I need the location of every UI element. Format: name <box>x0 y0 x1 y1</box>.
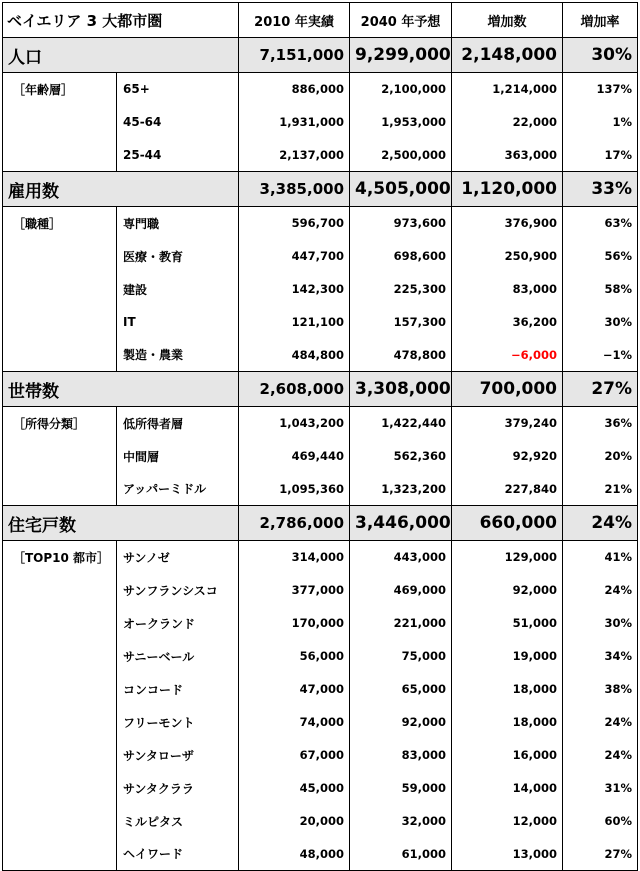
category-name: 住宅戸数 <box>3 506 239 541</box>
header-row <box>3 3 638 38</box>
row-increase: 22,000 <box>452 106 563 139</box>
row-rate: 1% <box>563 106 638 139</box>
group-label <box>3 739 117 772</box>
group-label <box>3 440 117 473</box>
group-label: ［職種］ <box>3 207 117 240</box>
row-2040: 221,000 <box>350 607 452 640</box>
data-table-container <box>2 2 637 871</box>
row-increase: 379,240 <box>452 407 563 440</box>
row-label: 中間層 <box>117 440 239 473</box>
row-2010: 447,700 <box>239 240 350 273</box>
row-2010: 170,000 <box>239 607 350 640</box>
category-rate: 33% <box>563 172 638 207</box>
row-increase: 51,000 <box>452 607 563 640</box>
row-rate: 41% <box>563 541 638 574</box>
group-label <box>3 106 117 139</box>
table-row <box>3 473 638 506</box>
table-row <box>3 207 638 240</box>
row-2010: 314,000 <box>239 541 350 574</box>
row-2040: 75,000 <box>350 640 452 673</box>
category-name: 人口 <box>3 38 239 73</box>
group-label: ［TOP10 都市］ <box>3 541 117 574</box>
row-increase: 363,000 <box>452 139 563 172</box>
row-label: ヘイワード <box>117 838 239 871</box>
row-2040: 1,422,440 <box>350 407 452 440</box>
row-increase: 250,900 <box>452 240 563 273</box>
row-label: 25-44 <box>117 139 239 172</box>
row-rate: 27% <box>563 838 638 871</box>
row-2010: 886,000 <box>239 73 350 106</box>
group-label: ［所得分類］ <box>3 407 117 440</box>
row-rate: 36% <box>563 407 638 440</box>
row-increase: 18,000 <box>452 673 563 706</box>
category-name: 世帯数 <box>3 372 239 407</box>
row-increase: 376,900 <box>452 207 563 240</box>
group-label <box>3 607 117 640</box>
row-2040: 443,000 <box>350 541 452 574</box>
table-body <box>3 38 638 871</box>
row-rate: 17% <box>563 139 638 172</box>
group-label <box>3 240 117 273</box>
row-2040: 698,600 <box>350 240 452 273</box>
row-increase: 12,000 <box>452 805 563 838</box>
table-row <box>3 607 638 640</box>
row-increase: 16,000 <box>452 739 563 772</box>
category-rate: 30% <box>563 38 638 73</box>
table-row <box>3 306 638 339</box>
category-increase: 700,000 <box>452 372 563 407</box>
row-2010: 596,700 <box>239 207 350 240</box>
row-rate: 137% <box>563 73 638 106</box>
row-label: フリーモント <box>117 706 239 739</box>
category-row <box>3 38 638 73</box>
row-2010: 1,931,000 <box>239 106 350 139</box>
category-2010: 7,151,000 <box>239 38 350 73</box>
group-label <box>3 640 117 673</box>
group-label <box>3 473 117 506</box>
group-label <box>3 306 117 339</box>
row-2010: 142,300 <box>239 273 350 306</box>
row-2010: 56,000 <box>239 640 350 673</box>
row-increase: 83,000 <box>452 273 563 306</box>
row-rate: 60% <box>563 805 638 838</box>
category-2010: 2,608,000 <box>239 372 350 407</box>
row-rate: 21% <box>563 473 638 506</box>
group-label <box>3 838 117 871</box>
row-2010: 67,000 <box>239 739 350 772</box>
row-rate: 63% <box>563 207 638 240</box>
row-2010: 1,043,200 <box>239 407 350 440</box>
table-row <box>3 739 638 772</box>
row-2010: 377,000 <box>239 574 350 607</box>
table-row <box>3 73 638 106</box>
row-label: 医療・教育 <box>117 240 239 273</box>
table-row <box>3 640 638 673</box>
row-2040: 157,300 <box>350 306 452 339</box>
category-2040: 3,308,000 <box>350 372 452 407</box>
group-label <box>3 139 117 172</box>
row-label: サニーベール <box>117 640 239 673</box>
group-label <box>3 273 117 306</box>
row-2010: 484,800 <box>239 339 350 372</box>
category-row <box>3 372 638 407</box>
group-label <box>3 772 117 805</box>
row-2010: 45,000 <box>239 772 350 805</box>
row-label: 専門職 <box>117 207 239 240</box>
col-header-2010: 2010 年実績 <box>239 3 350 38</box>
table-row <box>3 440 638 473</box>
row-label: サンノゼ <box>117 541 239 574</box>
row-increase: 92,000 <box>452 574 563 607</box>
row-2040: 2,500,000 <box>350 139 452 172</box>
group-label: ［年齢層］ <box>3 73 117 106</box>
table-row <box>3 541 638 574</box>
row-2010: 121,100 <box>239 306 350 339</box>
row-2040: 478,800 <box>350 339 452 372</box>
row-2010: 74,000 <box>239 706 350 739</box>
row-2040: 32,000 <box>350 805 452 838</box>
table-row <box>3 706 638 739</box>
row-2040: 469,000 <box>350 574 452 607</box>
row-increase: 1,214,000 <box>452 73 563 106</box>
row-rate: 56% <box>563 240 638 273</box>
row-label: サンタローザ <box>117 739 239 772</box>
row-increase: 14,000 <box>452 772 563 805</box>
row-increase: 19,000 <box>452 640 563 673</box>
table-row <box>3 139 638 172</box>
group-label <box>3 673 117 706</box>
group-label <box>3 706 117 739</box>
category-rate: 24% <box>563 506 638 541</box>
row-2010: 469,440 <box>239 440 350 473</box>
row-label: IT <box>117 306 239 339</box>
table-title: ベイエリア 3 大都市圏 <box>3 3 239 38</box>
row-increase: 227,840 <box>452 473 563 506</box>
row-rate: −1% <box>563 339 638 372</box>
row-2040: 973,600 <box>350 207 452 240</box>
group-label <box>3 339 117 372</box>
row-increase: 18,000 <box>452 706 563 739</box>
category-increase: 1,120,000 <box>452 172 563 207</box>
row-2010: 47,000 <box>239 673 350 706</box>
category-increase: 660,000 <box>452 506 563 541</box>
table-row <box>3 574 638 607</box>
row-label: ミルピタス <box>117 805 239 838</box>
col-header-rate: 増加率 <box>563 3 638 38</box>
row-rate: 24% <box>563 574 638 607</box>
group-label <box>3 574 117 607</box>
table-row <box>3 106 638 139</box>
group-label <box>3 805 117 838</box>
row-rate: 31% <box>563 772 638 805</box>
col-header-2040: 2040 年予想 <box>350 3 452 38</box>
row-2040: 61,000 <box>350 838 452 871</box>
table-row <box>3 240 638 273</box>
table-row <box>3 407 638 440</box>
row-rate: 24% <box>563 739 638 772</box>
category-2040: 4,505,000 <box>350 172 452 207</box>
row-increase: 36,200 <box>452 306 563 339</box>
category-row <box>3 172 638 207</box>
category-row <box>3 506 638 541</box>
bay-area-forecast-table <box>2 2 638 871</box>
row-label: 45-64 <box>117 106 239 139</box>
category-2040: 9,299,000 <box>350 38 452 73</box>
row-2040: 59,000 <box>350 772 452 805</box>
row-2010: 20,000 <box>239 805 350 838</box>
table-row <box>3 673 638 706</box>
category-name: 雇用数 <box>3 172 239 207</box>
row-label: アッパーミドル <box>117 473 239 506</box>
row-label: 製造・農業 <box>117 339 239 372</box>
category-increase: 2,148,000 <box>452 38 563 73</box>
category-2010: 2,786,000 <box>239 506 350 541</box>
col-header-increase: 増加数 <box>452 3 563 38</box>
category-2040: 3,446,000 <box>350 506 452 541</box>
row-2040: 1,323,200 <box>350 473 452 506</box>
row-increase: 13,000 <box>452 838 563 871</box>
table-row <box>3 772 638 805</box>
row-2040: 562,360 <box>350 440 452 473</box>
table-row <box>3 838 638 871</box>
row-rate: 34% <box>563 640 638 673</box>
row-2040: 225,300 <box>350 273 452 306</box>
category-2010: 3,385,000 <box>239 172 350 207</box>
row-label: 低所得者層 <box>117 407 239 440</box>
table-row <box>3 273 638 306</box>
row-2040: 83,000 <box>350 739 452 772</box>
row-2010: 2,137,000 <box>239 139 350 172</box>
row-2040: 92,000 <box>350 706 452 739</box>
row-2040: 2,100,000 <box>350 73 452 106</box>
row-increase: 129,000 <box>452 541 563 574</box>
row-rate: 58% <box>563 273 638 306</box>
row-increase: −6,000 <box>452 339 563 372</box>
row-rate: 20% <box>563 440 638 473</box>
table-row <box>3 805 638 838</box>
table-row <box>3 339 638 372</box>
row-label: サンタクララ <box>117 772 239 805</box>
category-rate: 27% <box>563 372 638 407</box>
row-increase: 92,920 <box>452 440 563 473</box>
row-rate: 38% <box>563 673 638 706</box>
row-label: サンフランシスコ <box>117 574 239 607</box>
row-2010: 1,095,360 <box>239 473 350 506</box>
row-label: 建設 <box>117 273 239 306</box>
row-rate: 30% <box>563 607 638 640</box>
row-rate: 24% <box>563 706 638 739</box>
row-2040: 65,000 <box>350 673 452 706</box>
row-2010: 48,000 <box>239 838 350 871</box>
row-rate: 30% <box>563 306 638 339</box>
row-label: 65+ <box>117 73 239 106</box>
row-2040: 1,953,000 <box>350 106 452 139</box>
row-label: オークランド <box>117 607 239 640</box>
row-label: コンコード <box>117 673 239 706</box>
